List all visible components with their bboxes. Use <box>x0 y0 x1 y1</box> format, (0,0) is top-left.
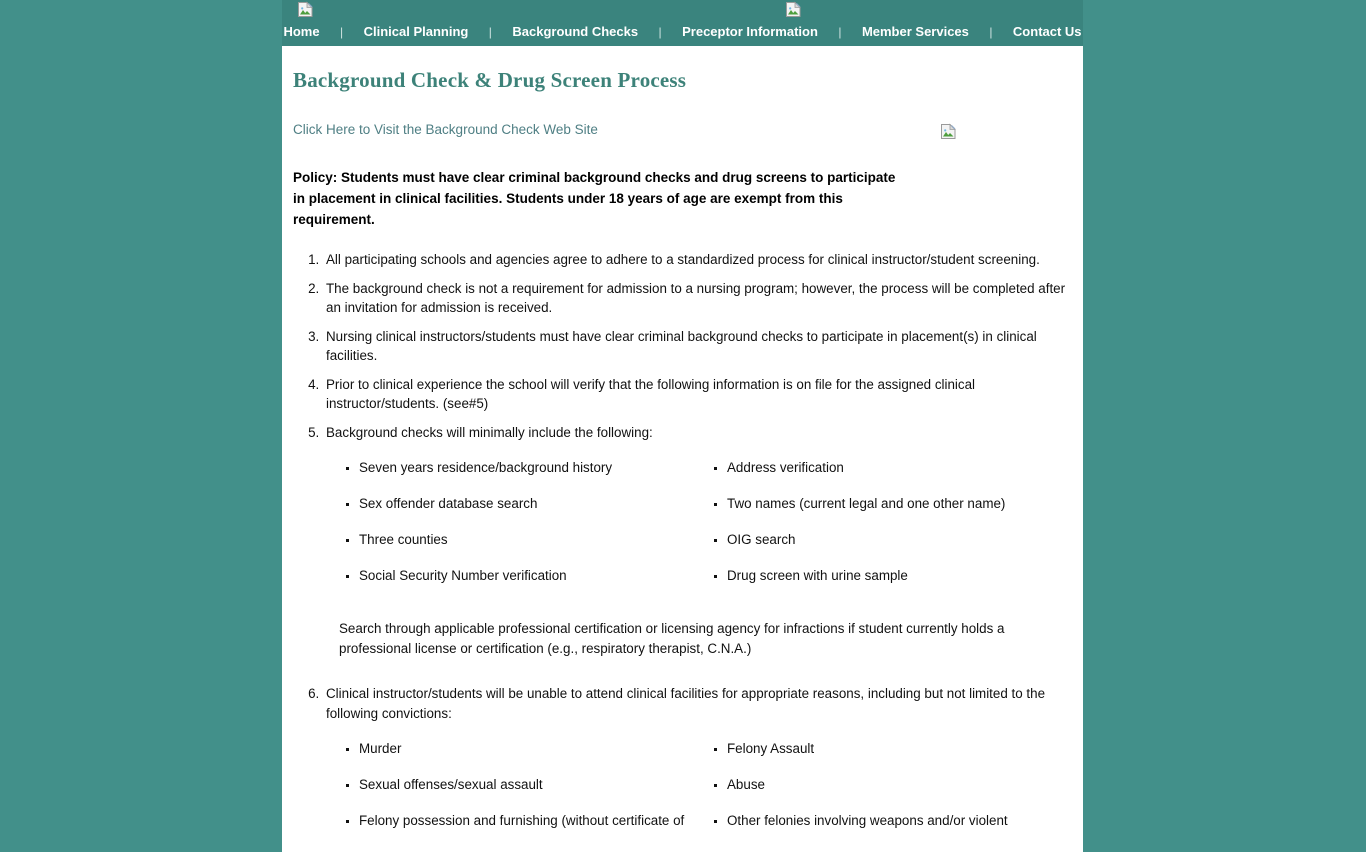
process-list <box>293 250 1072 848</box>
list-item: ▪ Social Security Number verification <box>359 567 704 585</box>
masthead <box>282 0 1083 18</box>
background-check-items-right-column <box>704 459 1072 603</box>
list-item: ▪ Abuse <box>727 776 1072 794</box>
nav-separator: | <box>658 25 662 39</box>
nav-separator: | <box>340 25 344 39</box>
page-title: Background Check & Drug Screen Process <box>293 68 687 92</box>
list-item-text: Background checks will minimally include the following: <box>326 424 653 440</box>
list-item: ▪ Other felonies involving weapons and/or violent <box>727 812 1072 830</box>
professional-license-note: Search through applicable professional certification or licensing agency for infractions if student currently holds a professional license or certification (e.g., respiratory therapist, C.N.A.) <box>339 621 1005 656</box>
background-check-website-link[interactable]: Click Here to Visit the Background Check Web Site <box>293 122 598 137</box>
conviction-items-right-column <box>704 740 1072 848</box>
list-item-text: Prior to clinical experience the school will verify that the following information is on file for the assigned clinical instructor/students. (see#5) <box>326 376 976 412</box>
background-check-items-left-column <box>336 459 704 603</box>
nav-separator: | <box>838 25 842 39</box>
nav-separator: | <box>488 25 492 39</box>
list-item: ▪ Murder <box>359 740 704 758</box>
conviction-items-left-column <box>336 740 704 848</box>
list-item: ▪ Drug screen with urine sample <box>727 567 1072 585</box>
list-item: ▪ Address verification <box>727 459 1072 477</box>
content-column <box>282 0 1083 852</box>
list-item: ▪ Sexual offenses/sexual assault <box>359 776 704 794</box>
nav-item-background-checks[interactable]: Background Checks <box>512 24 639 39</box>
broken-image-icon <box>786 2 801 17</box>
list-item-text: Nursing clinical instructors/students must have clear criminal background checks to participate in placement(s) in clinical facilities. <box>326 328 1037 364</box>
main-content <box>282 68 1083 848</box>
list-item: ▪ Two names (current legal and one other name) <box>727 495 1072 513</box>
list-item: ▪ Felony Assault <box>727 740 1072 758</box>
list-item <box>323 375 1072 414</box>
list-item-text: Clinical instructor/students will be unable to attend clinical facilities for appropriate reasons, including but not limited to the following convictions: <box>326 686 1046 721</box>
list-item: ▪ Seven years residence/background history <box>359 459 704 477</box>
list-item <box>323 279 1072 318</box>
list-item-text: The background check is not a requirement for admission to a nursing program; however, the process will be completed after an invitation for admission is received. <box>326 280 1066 316</box>
list-item: ▪ Three counties <box>359 531 704 549</box>
nav-item-home[interactable]: Home <box>283 24 320 39</box>
broken-image-icon <box>298 2 313 17</box>
link-row <box>293 121 1072 145</box>
background-check-items <box>326 459 1072 603</box>
list-item: ▪ Felony possession and furnishing (without certificate of <box>359 812 704 830</box>
list-item-text: All participating schools and agencies agree to adhere to a standardized process for clinical instructor/student screening. <box>326 252 1040 268</box>
nav-item-member-services[interactable]: Member Services <box>861 24 969 39</box>
list-item: ▪ Sex offender database search <box>359 495 704 513</box>
list-item <box>323 684 1072 848</box>
main-navigation <box>282 18 1083 46</box>
policy-statement: Policy: Students must have clear criminal background checks and drug screens to participate in placement in clinical facilities. Students under 18 years of age are exempt from this requirement. <box>293 170 896 227</box>
nav-item-preceptor-information[interactable]: Preceptor Information <box>682 24 818 39</box>
nav-item-contact-us[interactable]: Contact Us <box>1012 24 1082 39</box>
list-item: ▪ OIG search <box>727 531 1072 549</box>
broken-image-icon <box>941 124 956 139</box>
nav-separator: | <box>989 25 993 39</box>
list-item <box>323 423 1072 659</box>
list-item <box>323 327 1072 366</box>
list-item <box>323 250 1072 270</box>
nav-item-clinical-planning[interactable]: Clinical Planning <box>363 24 469 39</box>
conviction-items <box>326 740 1072 848</box>
